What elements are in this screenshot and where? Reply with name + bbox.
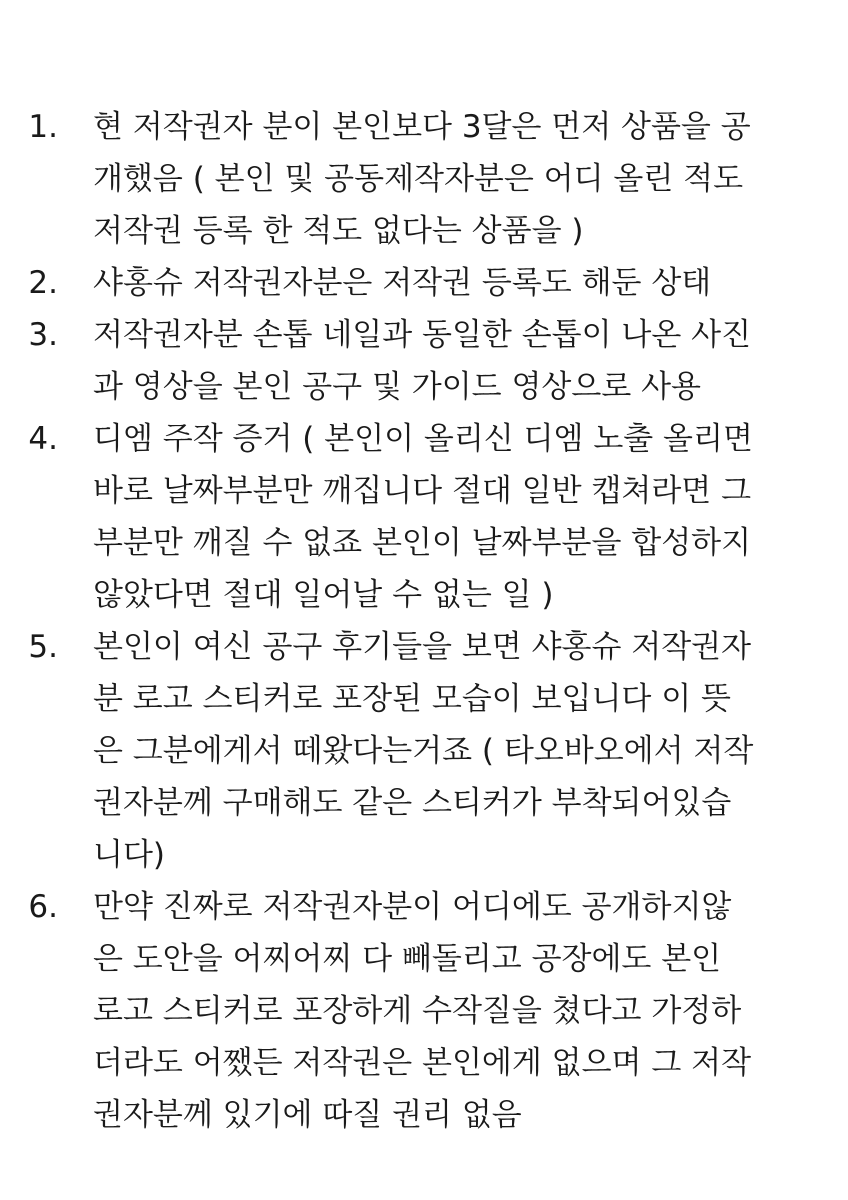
- list-item: [0, 309, 848, 413]
- list-number: 5.: [28, 629, 58, 665]
- list-item: [0, 101, 848, 257]
- list-item-text: 만약 진짜로 저작권자분이 어디에도 공개하지않 은 도안을 어찌어찌 다 빼돌리고 공장에도 본인 로고 스티커로 포장하게 수작질을 쳤다고 가정하 더라도 어쨌든 저작권은 본인에게 없으며 그 저작 권자분께 있기에 따질 권리 없음: [93, 889, 752, 1133]
- list-number: 3.: [28, 317, 58, 353]
- list-item: [0, 257, 848, 309]
- list-number: 1.: [28, 109, 58, 145]
- list-item-text: 본인이 여신 공구 후기들을 보면 샤홍슈 저작권자 분 로고 스티커로 포장된 모습이 보입니다 이 뜻 은 그분에게서 떼왔다는거죠 ( 타오바오에서 저작 권자분께 구매해도 같은 스티커가 부착되어있습 니다): [93, 629, 754, 873]
- numbered-list: [0, 101, 848, 1141]
- list-item: [0, 413, 848, 621]
- list-item-text: 디엠 주작 증거 ( 본인이 올리신 디엠 노출 올리면 바로 날짜부분만 깨집니다 절대 일반 캡쳐라면 그 부분만 깨질 수 없죠 본인이 날짜부분을 합성하지 않았다면 절대 일어날 수 없는 일 ): [93, 421, 753, 613]
- list-number: 2.: [28, 265, 58, 301]
- list-number: 6.: [28, 889, 58, 925]
- list-item-text: 현 저작권자 분이 본인보다 3달은 먼저 상품을 공 개했음 ( 본인 및 공동제작자분은 어디 올린 적도 저작권 등록 한 적도 없다는 상품을 ): [93, 109, 751, 249]
- list-item-text: 샤홍슈 저작권자분은 저작권 등록도 해둔 상태: [93, 265, 712, 301]
- list-item-text: 저작권자분 손톱 네일과 동일한 손톱이 나온 사진 과 영상을 본인 공구 및 가이드 영상으로 사용: [93, 317, 752, 405]
- list-item: [0, 621, 848, 881]
- list-item: [0, 881, 848, 1141]
- list-number: 4.: [28, 421, 58, 457]
